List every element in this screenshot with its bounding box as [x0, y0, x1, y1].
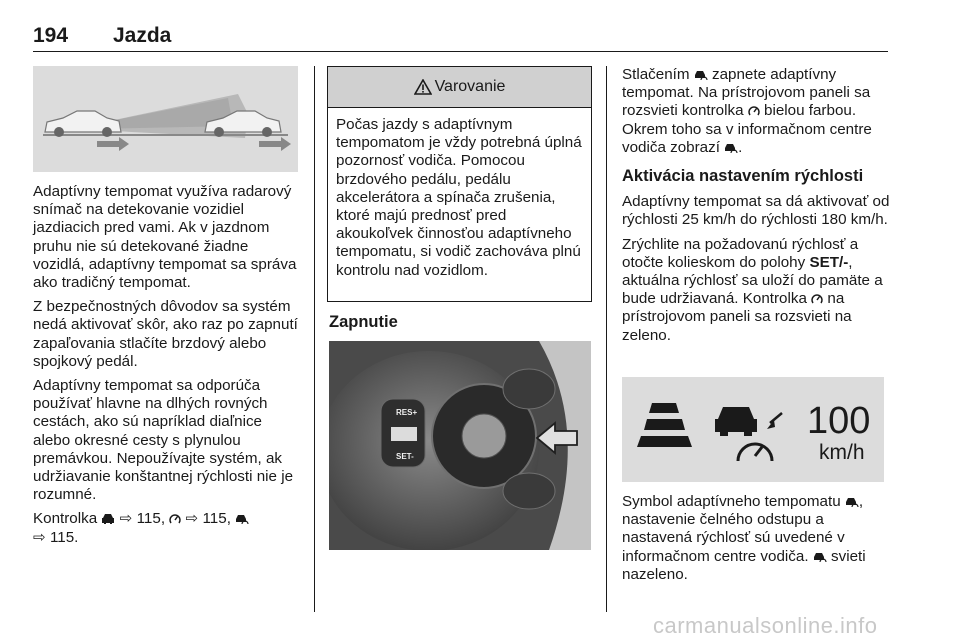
paragraph: Symbol adaptívneho tempomatu , nastavenie čelného odstupu a nastavená rýchlosť sú uvedené v informačnom centre vodiča. svieti nazeleno.	[622, 493, 866, 583]
page-reference[interactable]: 115.	[49, 528, 79, 546]
page-reference[interactable]: 115,	[136, 510, 166, 528]
page-ref-arrow-icon: ⇨	[185, 510, 199, 528]
set-label: SET-	[396, 452, 414, 461]
column-right-bottom	[622, 493, 890, 590]
section-title-zapnutie: Zapnutie	[329, 313, 398, 331]
speedometer-icon	[811, 293, 823, 305]
page-reference[interactable]: 115,	[202, 510, 231, 528]
column-right	[622, 66, 890, 351]
adaptive-cruise-icon	[845, 496, 859, 508]
page-ref-arrow-icon: ⇨	[119, 510, 133, 528]
section-title-aktivacia: Aktivácia nastavením rýchlosti	[622, 167, 864, 186]
warning-box	[327, 66, 592, 302]
column-divider-right	[606, 66, 607, 612]
paragraph: Z bezpečnostných dôvodov sa systém nedá aktivovať skôr, ako raz po zapnutí zapaľovania stlačíte brzdový alebo spojkový pedál.	[33, 298, 298, 370]
adaptive-cruise-icon	[813, 551, 827, 563]
warning-header	[328, 67, 591, 108]
paragraph: Stlačením zapnete adaptívny tempomat. Na prístrojovom paneli sa rozsvieti kontrolka bielou farbou. Okrem toho sa v informačnom centre vodiča zobrazí .	[622, 66, 872, 156]
driver-info-display-figure	[622, 377, 884, 482]
page-ref-arrow-icon: ⇨	[33, 528, 46, 546]
adaptive-cruise-icon	[724, 142, 738, 154]
column-divider-left	[314, 66, 315, 612]
speedometer-icon	[169, 513, 181, 525]
radar-illustration	[33, 66, 298, 172]
speedometer-icon	[748, 105, 760, 117]
distance-bar-icon	[649, 403, 679, 413]
car-front-icon	[101, 513, 115, 525]
paragraph: Zrýchlite na požadovanú rýchlosť a otočte kolieskom do polohy SET/-, aktuálna rýchlosť sa uloží do pamäte a bude udržiavaná. Kontrolka na prístrojovom paneli sa rozsvieti na zeleno.	[622, 235, 883, 344]
speed-unit: km/h	[819, 441, 865, 464]
page-header	[33, 24, 888, 52]
reference-prefix: Kontrolka	[33, 510, 98, 528]
set-speed-value: 100	[807, 400, 871, 442]
warning-title: Varovanie	[434, 78, 506, 95]
warning-body: Počas jazdy s adaptívnym tempomatom je vždy potrebná úplná pozornosť vodiča. Pomocou brzdového pedálu, pedálu akcelerátora a spínača zrušenia, ktoré majú prednosť pred akoukoľvek činnosťou adaptívneho tempomatu, si vodič zachováva plnú kontrolu nad vozidlom.	[336, 116, 582, 279]
paragraph-references	[33, 510, 301, 546]
adaptive-cruise-icon	[235, 513, 249, 525]
paragraph: Adaptívny tempomat sa odporúča používať hlavne na dlhých rovných cestách, ako sú napríklad diaľnice alebo okresné cesty s plynulou premávkou. Nepoužívajte systém, ak udržiavanie konštantnej rýchlosti nie je rozumné.	[33, 377, 294, 504]
paragraph: Adaptívny tempomat sa dá aktivovať od rýchlosti 25 km/h do rýchlosti 180 km/h.	[622, 193, 890, 229]
header-rule	[33, 51, 888, 52]
set-control-label: SET/-	[809, 253, 849, 271]
res-label: RES+	[396, 408, 418, 417]
steering-wheel-controls-figure	[329, 341, 591, 550]
warning-triangle-icon	[414, 79, 432, 95]
adaptive-cruise-icon	[694, 69, 708, 81]
column-left	[33, 183, 301, 553]
page-number: 194	[33, 24, 69, 47]
watermark: carmanualsonline.info	[653, 613, 878, 638]
chapter-title: Jazda	[113, 24, 172, 47]
paragraph: Adaptívny tempomat využíva radarový snímač na detekovanie vozidiel jazdiacich pred vami. Ak v jazdnom pruhu nie sú detekované žiadne vozidlá, adaptívny tempomat sa správa ako tradičný tempomat.	[33, 183, 297, 292]
